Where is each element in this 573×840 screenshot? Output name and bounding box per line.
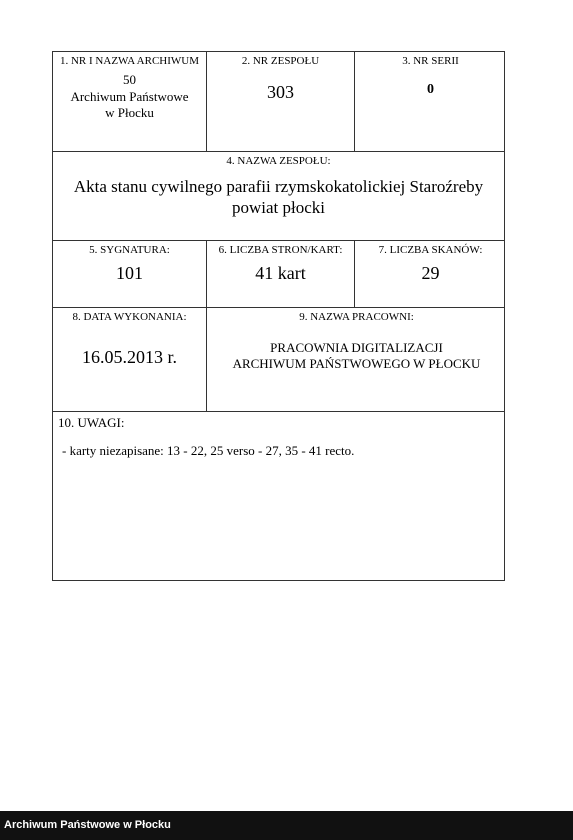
- fonds-number-value: 303: [267, 82, 294, 102]
- notes-text: - karty niezapisane: 13 - 22, 25 verso - 27, 35 - 41 recto.: [62, 443, 355, 458]
- field-series-number: [355, 52, 506, 151]
- series-number-value: 0: [427, 82, 434, 97]
- field-scan-count: [355, 241, 506, 307]
- field-page-count: [207, 241, 355, 307]
- field-fonds-number: [207, 52, 355, 151]
- archive-name-line2: w Płocku: [105, 105, 154, 120]
- field-label: 8. DATA WYKONANIA:: [72, 311, 187, 323]
- field-archive: [53, 52, 207, 151]
- footer-text: Archiwum Państwowe w Płocku: [4, 819, 171, 831]
- field-label: 1. NR I NAZWA ARCHIWUM: [59, 55, 200, 67]
- scan-count-value: 29: [421, 263, 440, 283]
- metadata-card: [52, 51, 505, 581]
- workshop-line1: PRACOWNIA DIGITALIZACJI: [270, 340, 443, 355]
- row-fonds-name: [53, 152, 504, 241]
- field-label: 3. NR SERII: [402, 55, 459, 67]
- footer-bar: [0, 811, 573, 840]
- field-signature: [53, 241, 207, 307]
- signature-value: 101: [116, 263, 143, 283]
- field-label: 7. LICZBA SKANÓW:: [378, 244, 483, 256]
- field-label: 5. SYGNATURA:: [89, 244, 170, 256]
- archive-number: 50: [123, 72, 136, 87]
- field-label: 2. NR ZESPOŁU: [241, 55, 320, 67]
- notes-label: 10. UWAGI:: [58, 415, 125, 430]
- field-workshop: [207, 308, 506, 411]
- row-date: [53, 308, 504, 412]
- fonds-name-line2: powiat płocki: [231, 198, 325, 217]
- date-value: 16.05.2013 r.: [81, 347, 177, 367]
- field-date: [53, 308, 207, 411]
- field-label: 4. NAZWA ZESPOŁU:: [226, 155, 331, 167]
- archive-name-line1: Archiwum Państwowe: [70, 89, 189, 104]
- page-count-value: 41 kart: [255, 263, 306, 283]
- row-signature: [53, 241, 504, 308]
- fonds-name-line1: Akta stanu cywilnego parafii rzymskokatolickiej Staroźreby: [73, 177, 484, 196]
- row-archive: [53, 52, 504, 152]
- row-notes: [53, 412, 504, 580]
- workshop-line2: ARCHIWUM PAŃSTWOWEGO W PŁOCKU: [232, 356, 481, 371]
- field-label: 9. NAZWA PRACOWNI:: [299, 311, 414, 323]
- field-fonds-name: [53, 152, 504, 240]
- field-label: 6. LICZBA STRON/KART:: [218, 244, 343, 256]
